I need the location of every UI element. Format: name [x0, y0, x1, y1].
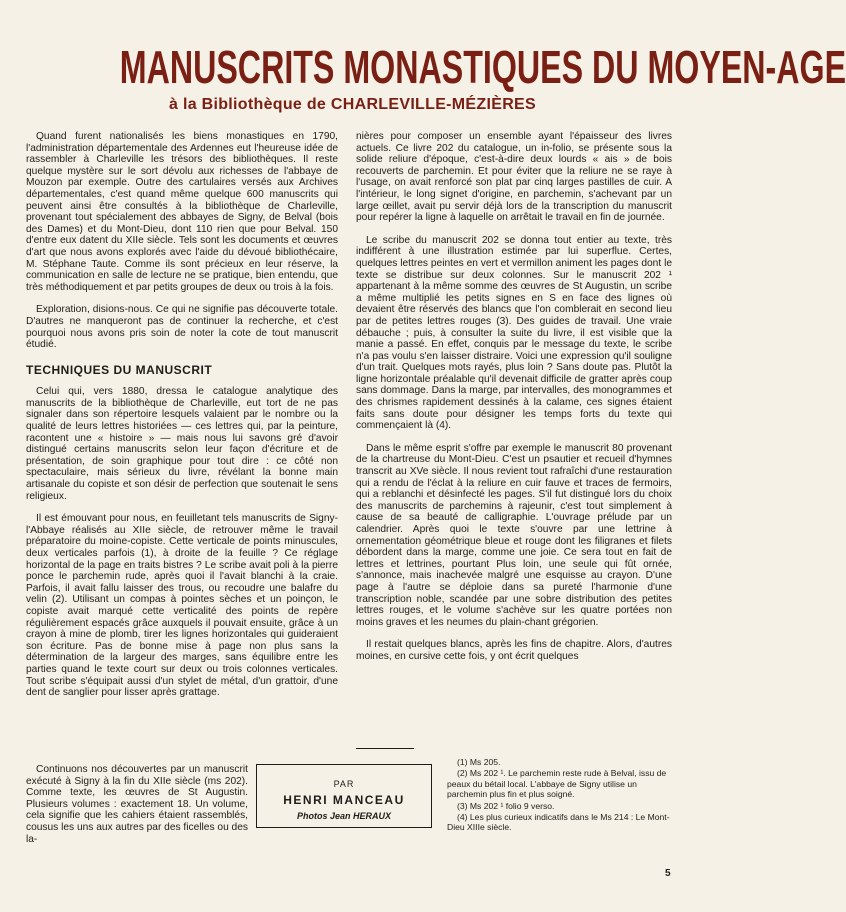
paragraph: Dans le même esprit s'offre par exemple le manuscrit 80 provenant de la chartreuse du Mont-Dieu. C'est un psautier et recueil d'hymnes transcrit au XVe siècle. Il nous revient tout rafraîchi d'une restauration qui a rendu de l'éclat à la reliure en cuir fauve et traces de fermoirs, qui a reblanchi et désinfecté les pages. S'il fut distingué lors du choix des manuscrits de parchemins à rajeunir, c'est tout simplement à cause de sa beauté de calligraphie. L'ouvrage prélude par un calendrier. Après quoi le texte s'ouvre par une lettrine à ornementation géométrique bleue et rouge dont les filigranes et filets débordent dans la marge, comme une joie. Ce sera tout en fait de lettres et lettrines, pourtant Plus loin, une seule qui fût ornée, s'annonce, mais inachevée malgré une esquisse au crayon. D'une page à l'autre se déploie dans sa pureté l'harmonie d'une transcription noble, scandée par une sobre distribution des petites lettres rouges, et le volume s'achève sur les quatre portées non moins graves et les neumes du plain-chant grégorien.	[356, 442, 672, 628]
byline-author: HENRI MANCEAU	[283, 793, 405, 807]
page-number: 5	[665, 868, 671, 879]
paragraph: Continuons nos découvertes par un manuscrit exécuté à Signy à la fin du XIIe siècle (ms 202). Comme texte, les œuvres de St Augustin. Plusieurs volumes : exactement 18. Un volume, cela signifie que les cahiers étaient rassemblés, cousus les uns aux autres par des ficelles ou des la-	[26, 764, 248, 845]
paragraph: nières pour composer un ensemble ayant l'épaisseur des livres actuels. Ce livre 202 du catalogue, un in-folio, se présente sous la solide reliure d'époque, c'est-à-dire deux lourds « ais » de bois recouverts de parchemin. Et pour éviter que la reliure ne se raye à l'usage, on avait renforcé son plat par cinq larges pastilles de cuir. A l'intérieur, le long signet d'origine, en parchemin, s'achevant par un large œillet, avait pu servir déjà lors de la transcription du manuscrit pour repérer la ligne à laquelle on arrêtait le travail en fin de journée.	[356, 131, 672, 224]
right-column	[356, 131, 672, 674]
footnote: (4) Les plus curieux indicatifs dans le Ms 214 : Le Mont-Dieu XIIIe siècle.	[447, 812, 670, 833]
paragraph: Celui qui, vers 1880, dressa le catalogue analytique des manuscrits de la bibliothèque de Charleville, eut tort de ne pas signaler dans son répertoire lesquels valaient par le nombre ou la qualité de leurs lettres historiées — ces lettres qui, par la peinture, racontent une « histoire » — mais nous lui savons gré d'avoir distingué certains manuscrits selon leur façon d'écriture et de présentation, de soin graphique pour tout dire : ce côté non spectaculaire, mais sérieux du livre, révélant la bonne main artisanale du copiste et son désir de perfection que soutenait le sens religieux.	[26, 386, 338, 502]
paragraph: Quand furent nationalisés les biens monastiques en 1790, l'administration départementale des Ardennes eut l'heureuse idée de rassembler à Charleville les trésors des bibliothèques. Il reste quelque mystère sur le sort dévolu aux richesses de l'abbaye de Mouzon par exemple. Outre des cartulaires versés aux Archives départementales, c'est quand même quelque 600 manuscrits qui peuvent ainsi être consultés à la bibliothèque de Charleville, provenant tout spécialement des abbayes de Signy, de Belval (bois des Dames) et du Mont-Dieu, dont 110 rien que pour Belval. 150 d'entre eux datent du XIIe siècle. Tels sont les documents et œuvres d'art que nous avons explorés avec l'aide du dévoué bibliothécaire, M. Stéphane Taute. Comme ils sont précieux en leur réserve, la communication en salle de lecture ne se pratique, bien entendu, que très méthodiquement et par petits groupes de deux ou trois à la fois.	[26, 131, 338, 293]
footnote-divider	[356, 748, 414, 749]
section-heading: TECHNIQUES DU MANUSCRIT	[26, 362, 213, 377]
article-title: MANUSCRITS MONASTIQUES DU MOYEN-AGE	[119, 41, 846, 93]
left-column-bottom	[26, 764, 248, 845]
footnote: (1) Ms 205.	[457, 757, 501, 767]
paragraph: Le scribe du manuscrit 202 se donna tout entier au texte, très indifférent à une illustration estimée par lui superflue. Certes, quelques lettres peintes en vert et vermillon animent les pages dont le texte se distribue sur deux colonnes. Sur le manuscrit 202 ¹ appartenant à la même somme des œuvres de St Augustin, un scribe a même multiplié les petits signes en S en face des lignes où devaient être réservés des blancs que l'on comblerait en second lieu par de petites lettres rouges (3). Des guides de travail. Une vraie débauche ; puis, à consulter la suite du livre, il est visible que la manie a passé. En effet, conquis par le message du texte, le scribe n'a pas voulu s'en laisser distraire. Voici une expression qu'il souligne d'un trait. Quelques mots rayés, plus loin ? Sans doute pas. Plutôt la ligne horizontale préalable qu'il devenait difficile de gratter après coup sans dommage. Dans la marge, par intervalles, des monogrammes et des chrismes rapidement dessinés à la calame, ces signes étaient faits sans doute pour désigner les temps forts du texte qui commençaient là (4).	[356, 234, 672, 432]
footnote: (3) Ms 202 ¹ folio 9 verso.	[457, 800, 555, 811]
paragraph: Exploration, disions-nous. Ce qui ne signifie pas découverte totale. D'autres ne manqueront pas de continuer la recherche, et c'est pourquoi nous avons pris soin de noter la cote de tout manuscrit étudié.	[26, 304, 338, 351]
footnotes	[447, 757, 675, 834]
byline-photos: Photos Jean HERAUX	[296, 811, 392, 821]
footnote: (2) Ms 202 ¹. Le parchemin reste rude à Belval, issu de peaux du bétail local. L'abbaye de Signy utilise un parchemin plus fin et plus soigné.	[447, 768, 667, 800]
paragraph: Il restait quelques blancs, après les fins de chapitre. Alors, d'autres moines, en cursive cette fois, y ont écrit quelques	[356, 639, 672, 662]
byline-by: PAR	[333, 779, 355, 789]
paragraph: Il est émouvant pour nous, en feuilletant tels manuscrits de Signy-l'Abbaye réalisés au XIIe siècle, de retrouver même le travail préparatoire du moine-copiste. Cette verticale de points minuscules, deux verticales parfois (1), à droite de la feuille ? Ce réglage horizontal de la page en traits bistres ? Le scribe avait poli à la pierre ponce le parchemin rude, après quoi il l'avait blanchi à la craie. Parfois, il avait fallu laisser des trous, ou recoudre une balafre du velin (2). Utilisant un compas à pointes sèches et un poinçon, le copiste avait marqué cette verticalité des points de repère régulièrement espacés grâce auxquels il pouvait ensuite, grâce à un crayon à mine de plomb, tirer les lignes horizontales qui guideraient son écriture. Pas de bonne mise à page non plus sans la détermination de la largeur des marges, sans équilibre entre les parties quand le texte court sur deux ou trois colonnes verticales. Tout scribe s'équipait aussi d'un stylet de métal, d'un grattoir, d'une dent de sanglier pour lisser après grattage.	[26, 513, 338, 699]
article-subtitle: à la Bibliothèque de CHARLEVILLE-MÉZIÈRES	[169, 96, 536, 113]
left-column	[26, 131, 338, 710]
byline-box	[256, 764, 432, 828]
